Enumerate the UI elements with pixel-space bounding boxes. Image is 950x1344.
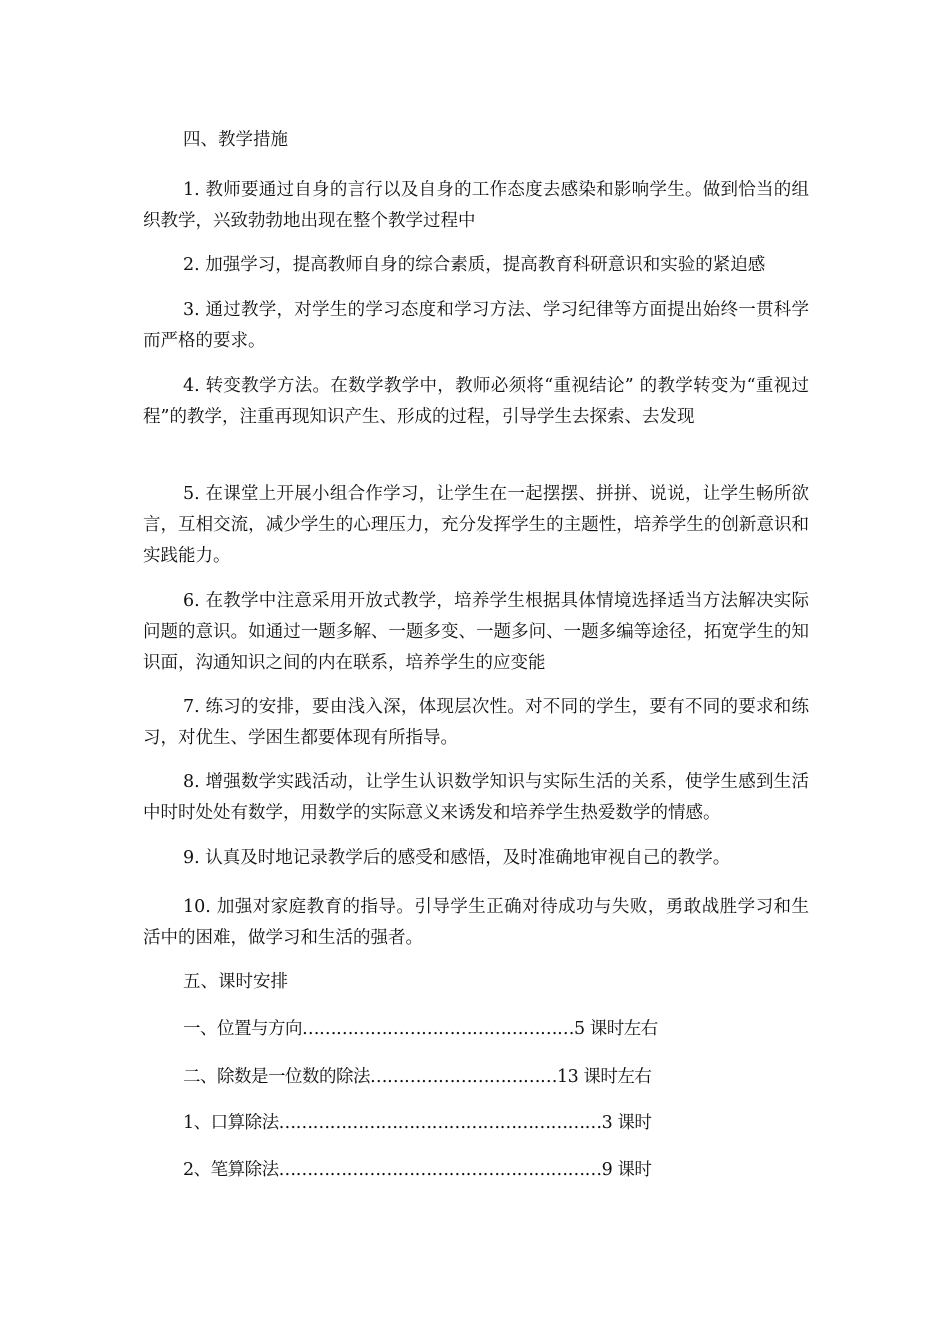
measure-item-2: 2. 加强学习，提高教师自身的综合素质，提高教育科研意识和实验的紧迫感 — [183, 255, 766, 275]
measure-item-8: 8. 增强数学实践活动，让学生认识数学知识与实际生活的关系，使学生感到生活中时时处处有数学，用数学的实际意义来诱发和培养学生热爱数学的情感。 — [143, 772, 809, 823]
measure-item-5: 5. 在课堂上开展小组合作学习，让学生在一起摆摆、拼拼、说说，让学生畅所欲言，互相交流，减少学生的心理压力，充分发挥学生的主题性，培养学生的创新意识和实践能力。 — [143, 484, 809, 566]
measure-item-1: 1. 教师要通过自身的言行以及自身的工作态度去感染和影响学生。做到恰当的组织教学，兴致勃勃地出现在整个教学过程中 — [143, 180, 809, 231]
schedule-row-1: 一、位置与方向…………………………………………5 课时左右 — [183, 1019, 658, 1039]
measure-item-4: 4. 转变教学方法。在数学教学中，教师必须将“重视结论” 的教学转变为“重视过程”的教学，注重再现知识产生、形成的过程，引导学生去探索、去发现 — [143, 376, 809, 427]
measure-item-10: 10. 加强对家庭教育的指导。引导学生正确对待成功与失败，勇敢战胜学习和生活中的困难，做学习和生活的强者。 — [143, 897, 809, 948]
measure-item-7: 7. 练习的安排，要由浅入深，体现层次性。对不同的学生，要有不同的要求和练习，对优生、学困生都要体现有所指导。 — [143, 697, 809, 748]
section-five-title: 五、课时安排 — [183, 972, 288, 992]
measure-item-3: 3. 通过教学，对学生的学习态度和学习方法、学习纪律等方面提出始终一贯科学而严格的要求。 — [143, 300, 809, 351]
section-four-title: 四、教学措施 — [183, 130, 288, 150]
schedule-row-4: 2、笔算除法…………………………………………………9 课时 — [183, 1160, 652, 1180]
measure-item-9: 9. 认真及时地记录教学后的感受和感悟，及时准确地审视自己的教学。 — [183, 848, 731, 868]
schedule-row-3: 1、口算除法…………………………………………………3 课时 — [183, 1113, 652, 1133]
schedule-row-2: 二、除数是一位数的除法……………………………13 课时左右 — [183, 1067, 652, 1087]
measure-item-6: 6. 在教学中注意采用开放式教学，培养学生根据具体情境选择适当方法解决实际问题的意识。如通过一题多解、一题多变、一题多问、一题多编等途径，拓宽学生的知识面，沟通知识之间的内在联系，培养学生的应变能 — [143, 591, 809, 673]
